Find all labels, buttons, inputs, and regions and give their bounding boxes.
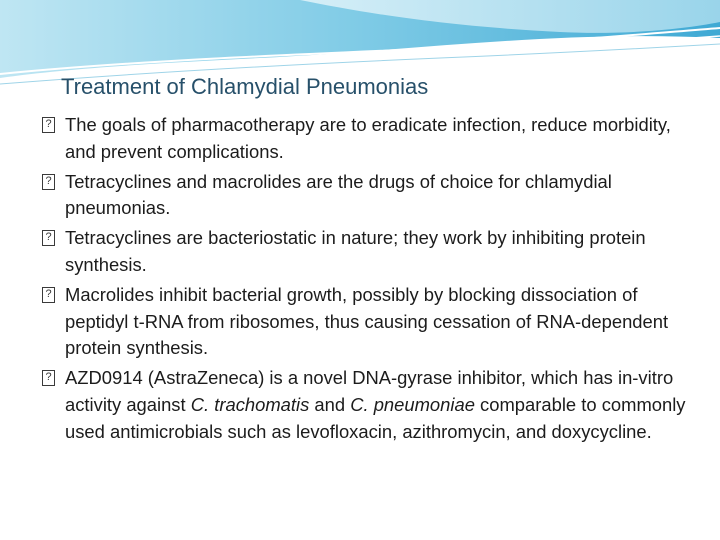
bullet-marker-icon: ? (42, 287, 55, 303)
bullet-text-part: and (309, 393, 351, 415)
bullet-marker-icon: ? (42, 230, 55, 246)
bullet-item (42, 112, 692, 166)
bullet-text-part: AZD0914 (AstraZeneca) is a novel DNA-gyrase inhibitor, which has in-vitro activity against (65, 367, 674, 415)
bullet-marker-icon: ? (42, 174, 55, 190)
bullet-item (42, 169, 692, 223)
bullet-text: Tetracyclines and macrolides are the drugs of choice for chlamydial pneumonias. (65, 170, 612, 219)
bullet-text-species: C. pneumoniae (350, 393, 475, 415)
bullet-list (42, 112, 692, 449)
bullet-item (42, 225, 692, 279)
bullet-text: The goals of pharmacotherapy are to eradicate infection, reduce morbidity, and prevent complications. (65, 114, 671, 162)
bullet-item (42, 365, 692, 445)
slide-title: Treatment of Chlamydial Pneumonias (61, 74, 429, 99)
bullet-text-part: comparable to commonly used antimicrobials such as levofloxacin, azithromycin, and doxycycline. (65, 393, 686, 442)
bullet-text: Macrolides inhibit bacterial growth, possibly by blocking dissociation of peptidyl t-RNA from ribosomes, thus causing cessation of RNA-dependent protein synthesis. (65, 283, 669, 359)
bullet-marker-icon: ? (42, 117, 55, 133)
bullet-text: Tetracyclines are bacteriostatic in nature; they work by inhibiting protein synthesis. (65, 227, 646, 275)
bullet-marker-icon: ? (42, 370, 55, 386)
bullet-text-species: C. trachomatis (190, 393, 310, 415)
bullet-item (42, 282, 692, 362)
